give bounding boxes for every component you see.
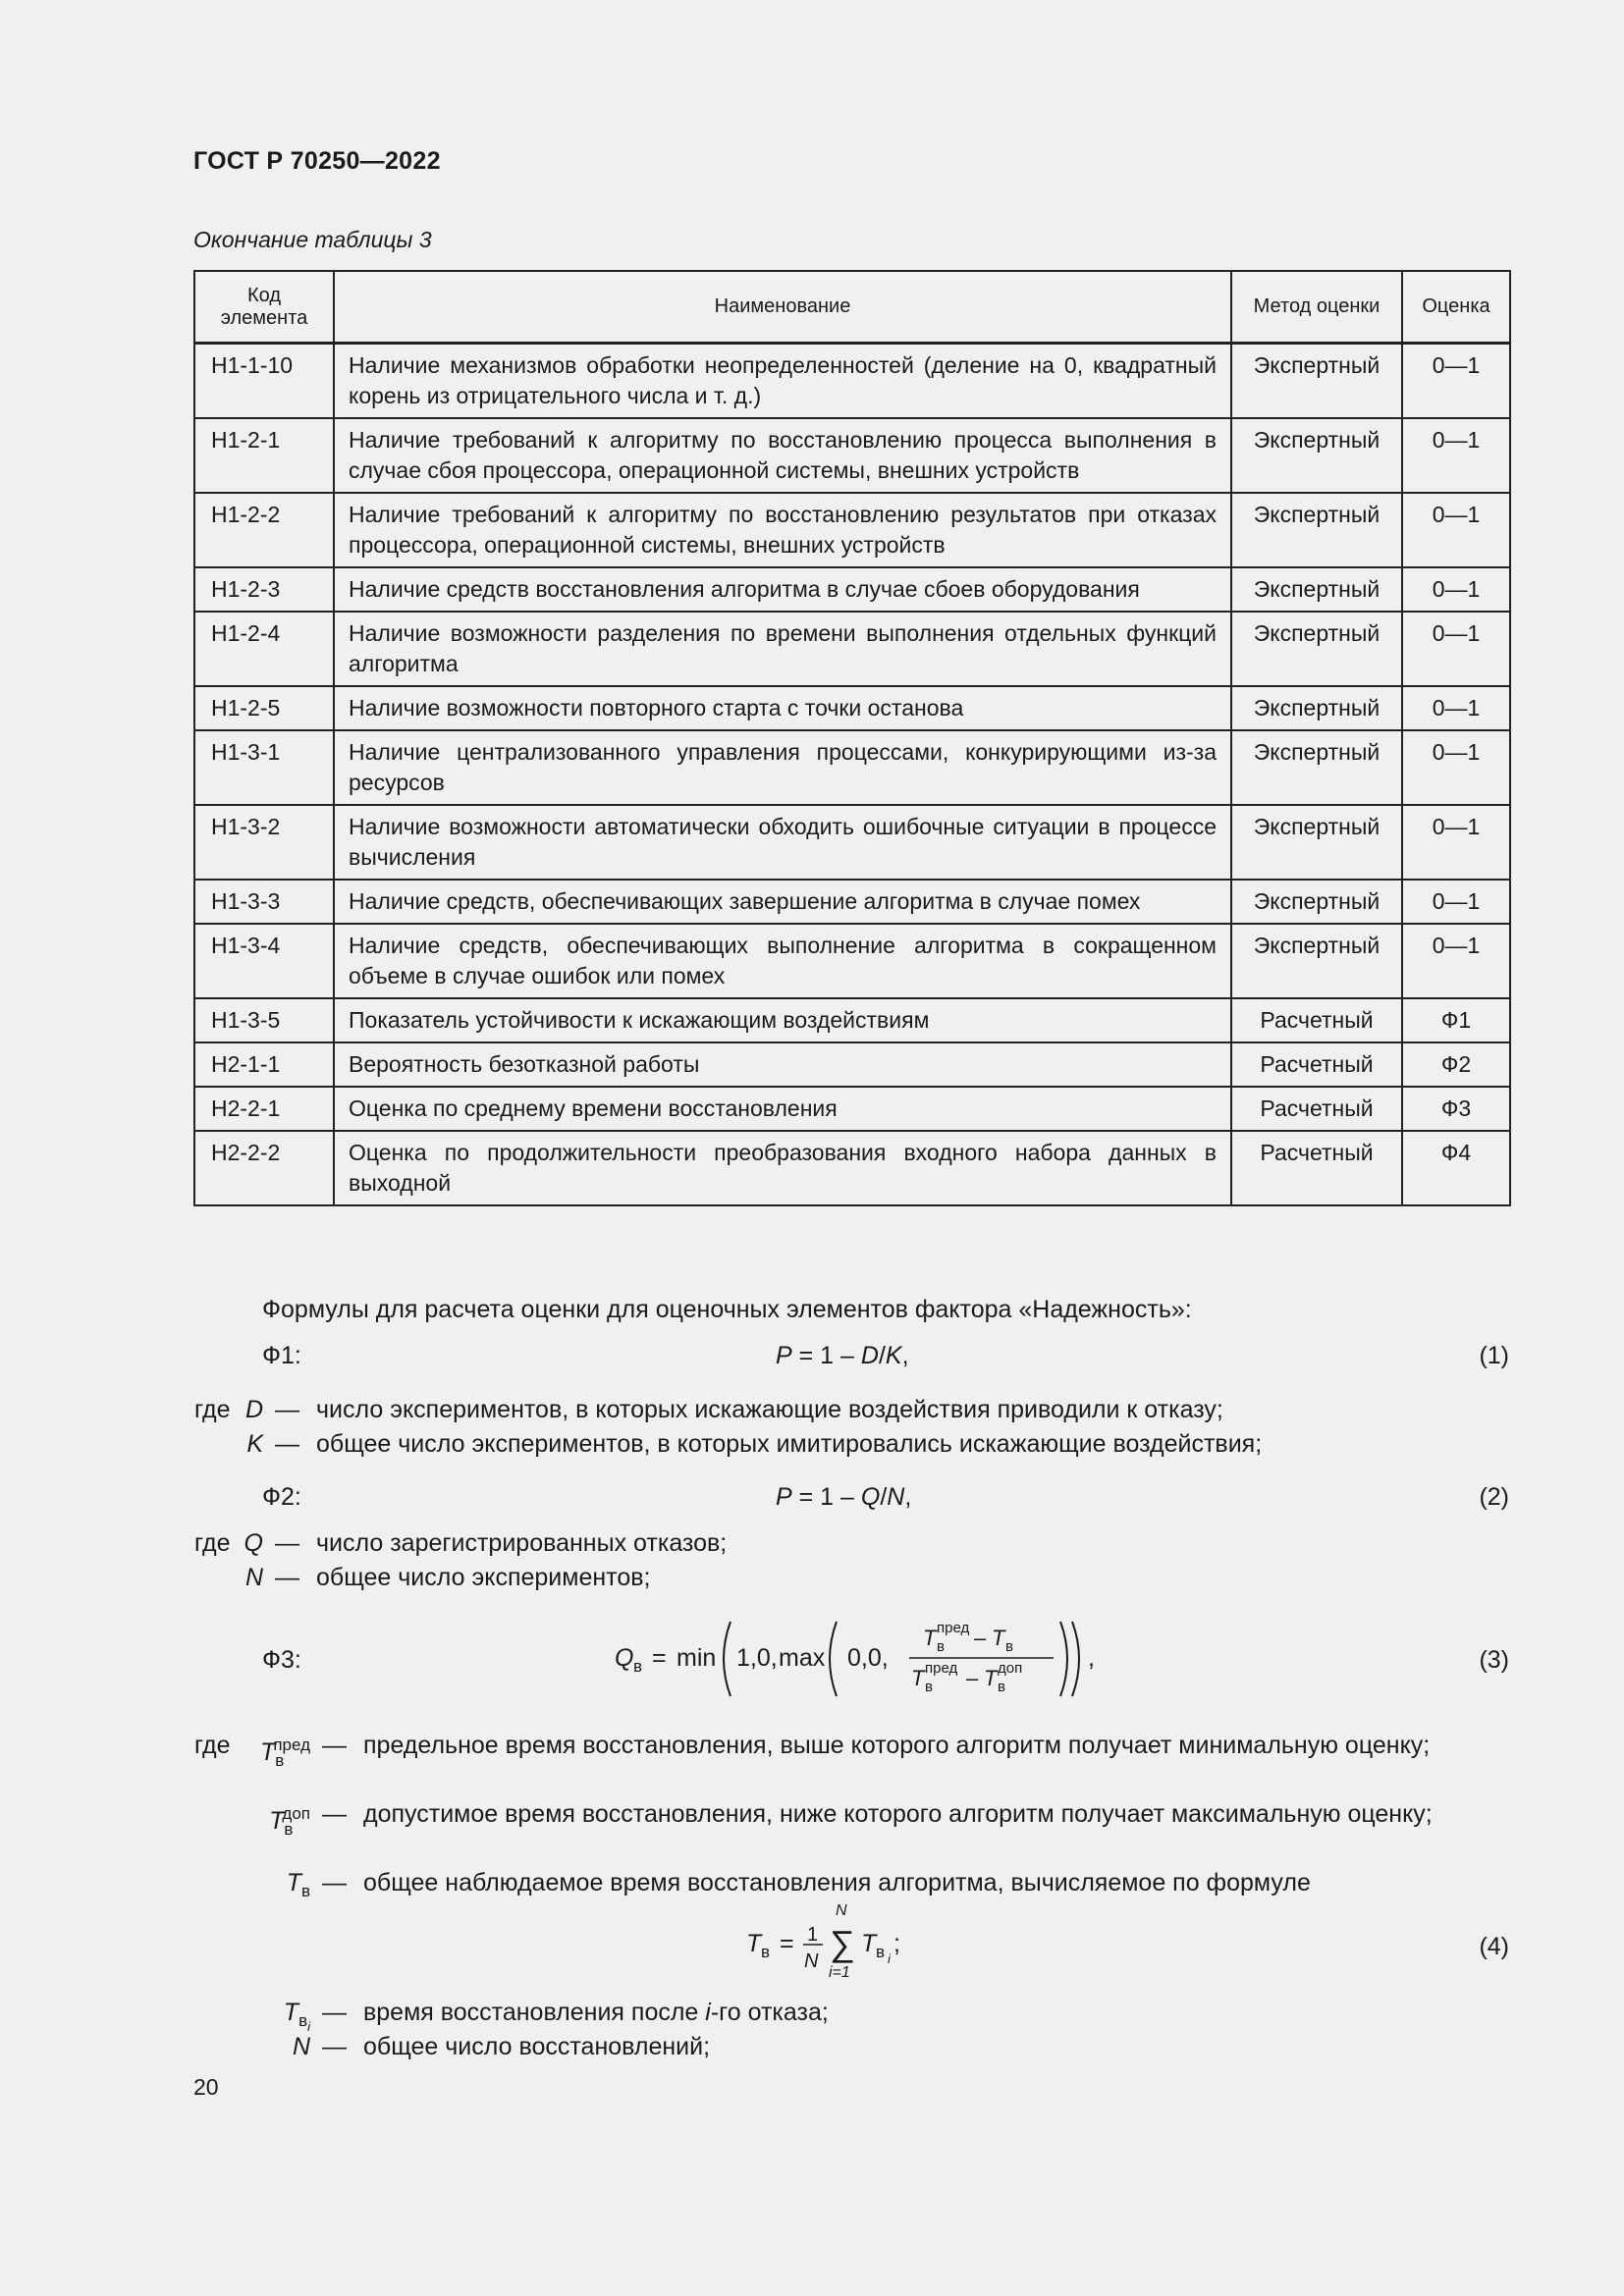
f3-den-t2-sub: в — [998, 1679, 1005, 1695]
f3-paren-open-2 — [830, 1622, 837, 1696]
f3-max: max — [779, 1644, 826, 1672]
f3-paren-close-2 — [1060, 1622, 1067, 1696]
cell-name: Наличие возможности автоматически обходить ошибочные ситуации в процессе вычисления — [334, 805, 1231, 880]
cell-name: Наличие требований к алгоритму по восстановлению результатов при отказах процессора, операционной системы, внешних устройств — [334, 493, 1231, 567]
formula-3-label: Ф3: — [262, 1646, 301, 1674]
f3-eq: = — [652, 1644, 667, 1672]
cell-name: Наличие средств, обеспечивающих завершение алгоритма в случае помех — [334, 880, 1231, 924]
f3-q: Q — [615, 1644, 634, 1672]
f3-den-t2-sup: доп — [998, 1660, 1023, 1677]
formula-1-where-word: где — [194, 1396, 231, 1423]
cell-method: Экспертный — [1231, 880, 1402, 924]
table-row — [194, 567, 1510, 612]
cell-name: Наличие требований к алгоритму по восстановлению процесса выполнения в случае сбоя процессора, операционной системы, внешних устройств — [334, 418, 1231, 493]
table-body — [194, 344, 1510, 1206]
cell-code: Н1-3-3 — [194, 880, 334, 924]
cell-score: 0—1 — [1402, 880, 1510, 924]
table-row — [194, 1042, 1510, 1087]
table-row — [194, 730, 1510, 805]
f3-paren-open-1 — [724, 1622, 731, 1696]
f3-den-t1-sup: пред — [925, 1660, 958, 1677]
cell-code: Н1-1-10 — [194, 344, 334, 419]
cell-score: Ф3 — [1402, 1087, 1510, 1131]
f4-ti: T — [861, 1930, 877, 1957]
cell-score: 0—1 — [1402, 730, 1510, 805]
column-header-method: Метод оценки — [1231, 271, 1402, 344]
table-row — [194, 805, 1510, 880]
cell-code: Н2-1-1 — [194, 1042, 334, 1087]
cell-method: Экспертный — [1231, 730, 1402, 805]
cell-code: Н1-2-4 — [194, 612, 334, 686]
cell-method: Расчетный — [1231, 1087, 1402, 1131]
cell-name: Наличие средств восстановления алгоритма в случае сбоев оборудования — [334, 567, 1231, 612]
cell-score: Ф4 — [1402, 1131, 1510, 1205]
f3-comma: , — [1088, 1644, 1095, 1672]
table-row — [194, 880, 1510, 924]
f3-num-t1-sup: пред — [937, 1620, 970, 1636]
cell-method: Экспертный — [1231, 567, 1402, 612]
cell-code: Н2-2-1 — [194, 1087, 334, 1131]
cell-method: Экспертный — [1231, 418, 1402, 493]
cell-score: Ф2 — [1402, 1042, 1510, 1087]
f3-den-t1: T — [911, 1666, 925, 1690]
table-row — [194, 1131, 1510, 1205]
f4-ti-sub: в — [876, 1943, 886, 1961]
table-row — [194, 686, 1510, 730]
formula-3-number: (3) — [1479, 1646, 1509, 1674]
f4-t-sub: в — [761, 1943, 771, 1961]
f3-den-minus: – — [966, 1666, 979, 1690]
f4-num: 1 — [807, 1924, 819, 1946]
cell-method: Экспертный — [1231, 493, 1402, 567]
cell-score: 0—1 — [1402, 924, 1510, 998]
cell-method: Экспертный — [1231, 344, 1402, 419]
cell-score: 0—1 — [1402, 567, 1510, 612]
cell-score: 0—1 — [1402, 418, 1510, 493]
cell-name: Наличие централизованного управления процессами, конкурирующими из-за ресурсов — [334, 730, 1231, 805]
cell-code: Н1-2-1 — [194, 418, 334, 493]
formula-2-number: (2) — [1479, 1483, 1509, 1511]
table-row — [194, 1087, 1510, 1131]
cell-method: Экспертный — [1231, 805, 1402, 880]
f3-den-t1-sub: в — [925, 1679, 933, 1695]
f4-sigma: ∑ — [830, 1923, 855, 1963]
table-3 — [193, 270, 1511, 1206]
cell-code: Н1-2-2 — [194, 493, 334, 567]
table-row — [194, 418, 1510, 493]
table-row — [194, 924, 1510, 998]
cell-code: Н1-2-3 — [194, 567, 334, 612]
formula-3-legend-tdop: $T_в^{доп}$ — допустимое время восстановления, ниже которого алгоритм получает максимальную оценку; — [269, 1800, 1433, 1839]
formula-3-legend-tpred: $T_в^{пред}$ — предельное время восстановления, выше которого алгоритм получает минимальную оценку; — [260, 1732, 1431, 1770]
table-row — [194, 998, 1510, 1042]
cell-code: Н2-2-2 — [194, 1131, 334, 1205]
cell-score: 0—1 — [1402, 344, 1510, 419]
f4-t: T — [746, 1930, 762, 1957]
cell-score: Ф1 — [1402, 998, 1510, 1042]
cell-method: Экспертный — [1231, 924, 1402, 998]
cell-name: Оценка по продолжительности преобразования входного набора данных в выходной — [334, 1131, 1231, 1205]
formula-1: P = 1 – D/K, — [776, 1342, 909, 1369]
f3-den-t2: T — [984, 1666, 998, 1690]
cell-method: Расчетный — [1231, 998, 1402, 1042]
cell-score: 0—1 — [1402, 805, 1510, 880]
formula-1-number: (1) — [1479, 1342, 1509, 1369]
table-header-row — [194, 271, 1510, 344]
cell-method: Расчетный — [1231, 1042, 1402, 1087]
f4-den: N — [804, 1950, 819, 1972]
cell-name: Наличие механизмов обработки неопределенностей (деление на 0, квадратный корень из отрицательного числа и т. д.) — [334, 344, 1231, 419]
f3-num-t1-sub: в — [937, 1638, 945, 1655]
cell-name: Вероятность безотказной работы — [334, 1042, 1231, 1087]
standard-number: ГОСТ Р 70250—2022 — [193, 147, 441, 175]
page-number: 20 — [193, 2074, 219, 2100]
table-caption: Окончание таблицы 3 — [193, 227, 432, 252]
cell-name: Наличие возможности повторного старта с точки останова — [334, 686, 1231, 730]
f3-paren-close-1 — [1072, 1622, 1079, 1696]
cell-score: 0—1 — [1402, 686, 1510, 730]
cell-name: Показатель устойчивости к искажающим воздействиям — [334, 998, 1231, 1042]
cell-code: Н1-2-5 — [194, 686, 334, 730]
formula-2-label: Ф2: — [262, 1483, 301, 1511]
f3-q-sub: в — [633, 1657, 643, 1676]
f3-min: min — [677, 1644, 717, 1672]
f3-num-minus: – — [974, 1626, 987, 1650]
formula-4 — [738, 1899, 925, 1980]
cell-name: Наличие возможности разделения по времени выполнения отдельных функций алгоритма — [334, 612, 1231, 686]
f3-zero: 0,0, — [847, 1644, 889, 1672]
f4-sum-bot: i=1 — [829, 1964, 850, 1980]
cell-name: Оценка по среднему времени восстановления — [334, 1087, 1231, 1131]
cell-code: Н1-3-4 — [194, 924, 334, 998]
formula-2: P = 1 – Q/N, — [776, 1483, 912, 1511]
table-row — [194, 493, 1510, 567]
cell-name: Наличие средств, обеспечивающих выполнение алгоритма в сокращенном объеме в случае ошибок или помех — [334, 924, 1231, 998]
f4-sum-top: N — [836, 1902, 847, 1919]
formula-2-where-word: где — [194, 1529, 231, 1557]
f3-num-t1: T — [923, 1626, 937, 1650]
formula-3 — [609, 1610, 1100, 1708]
table-row — [194, 344, 1510, 419]
column-header-name: Наименование — [334, 271, 1231, 344]
column-header-code: Код элемента — [194, 271, 334, 344]
cell-method: Экспертный — [1231, 612, 1402, 686]
f3-num-t2-sub: в — [1005, 1638, 1013, 1655]
cell-code: Н1-3-5 — [194, 998, 334, 1042]
cell-method: Экспертный — [1231, 686, 1402, 730]
cell-score: 0—1 — [1402, 493, 1510, 567]
formula-1-label: Ф1: — [262, 1342, 301, 1369]
column-header-score: Оценка — [1402, 271, 1510, 344]
table-row — [194, 612, 1510, 686]
f4-ti-subi: i — [888, 1951, 891, 1966]
cell-code: Н1-3-2 — [194, 805, 334, 880]
formulas-intro: Формулы для расчета оценки для оценочных элементов фактора «Надежность»: — [262, 1296, 1192, 1323]
f3-num-t2: T — [992, 1626, 1005, 1650]
f3-one: 1,0, — [736, 1644, 778, 1672]
f4-eq: = — [780, 1930, 794, 1957]
cell-score: 0—1 — [1402, 612, 1510, 686]
f4-tail: ; — [893, 1930, 900, 1957]
formula-4-number: (4) — [1479, 1933, 1509, 1960]
cell-code: Н1-3-1 — [194, 730, 334, 805]
cell-method: Расчетный — [1231, 1131, 1402, 1205]
formula-3-where-word: где — [194, 1732, 231, 1759]
